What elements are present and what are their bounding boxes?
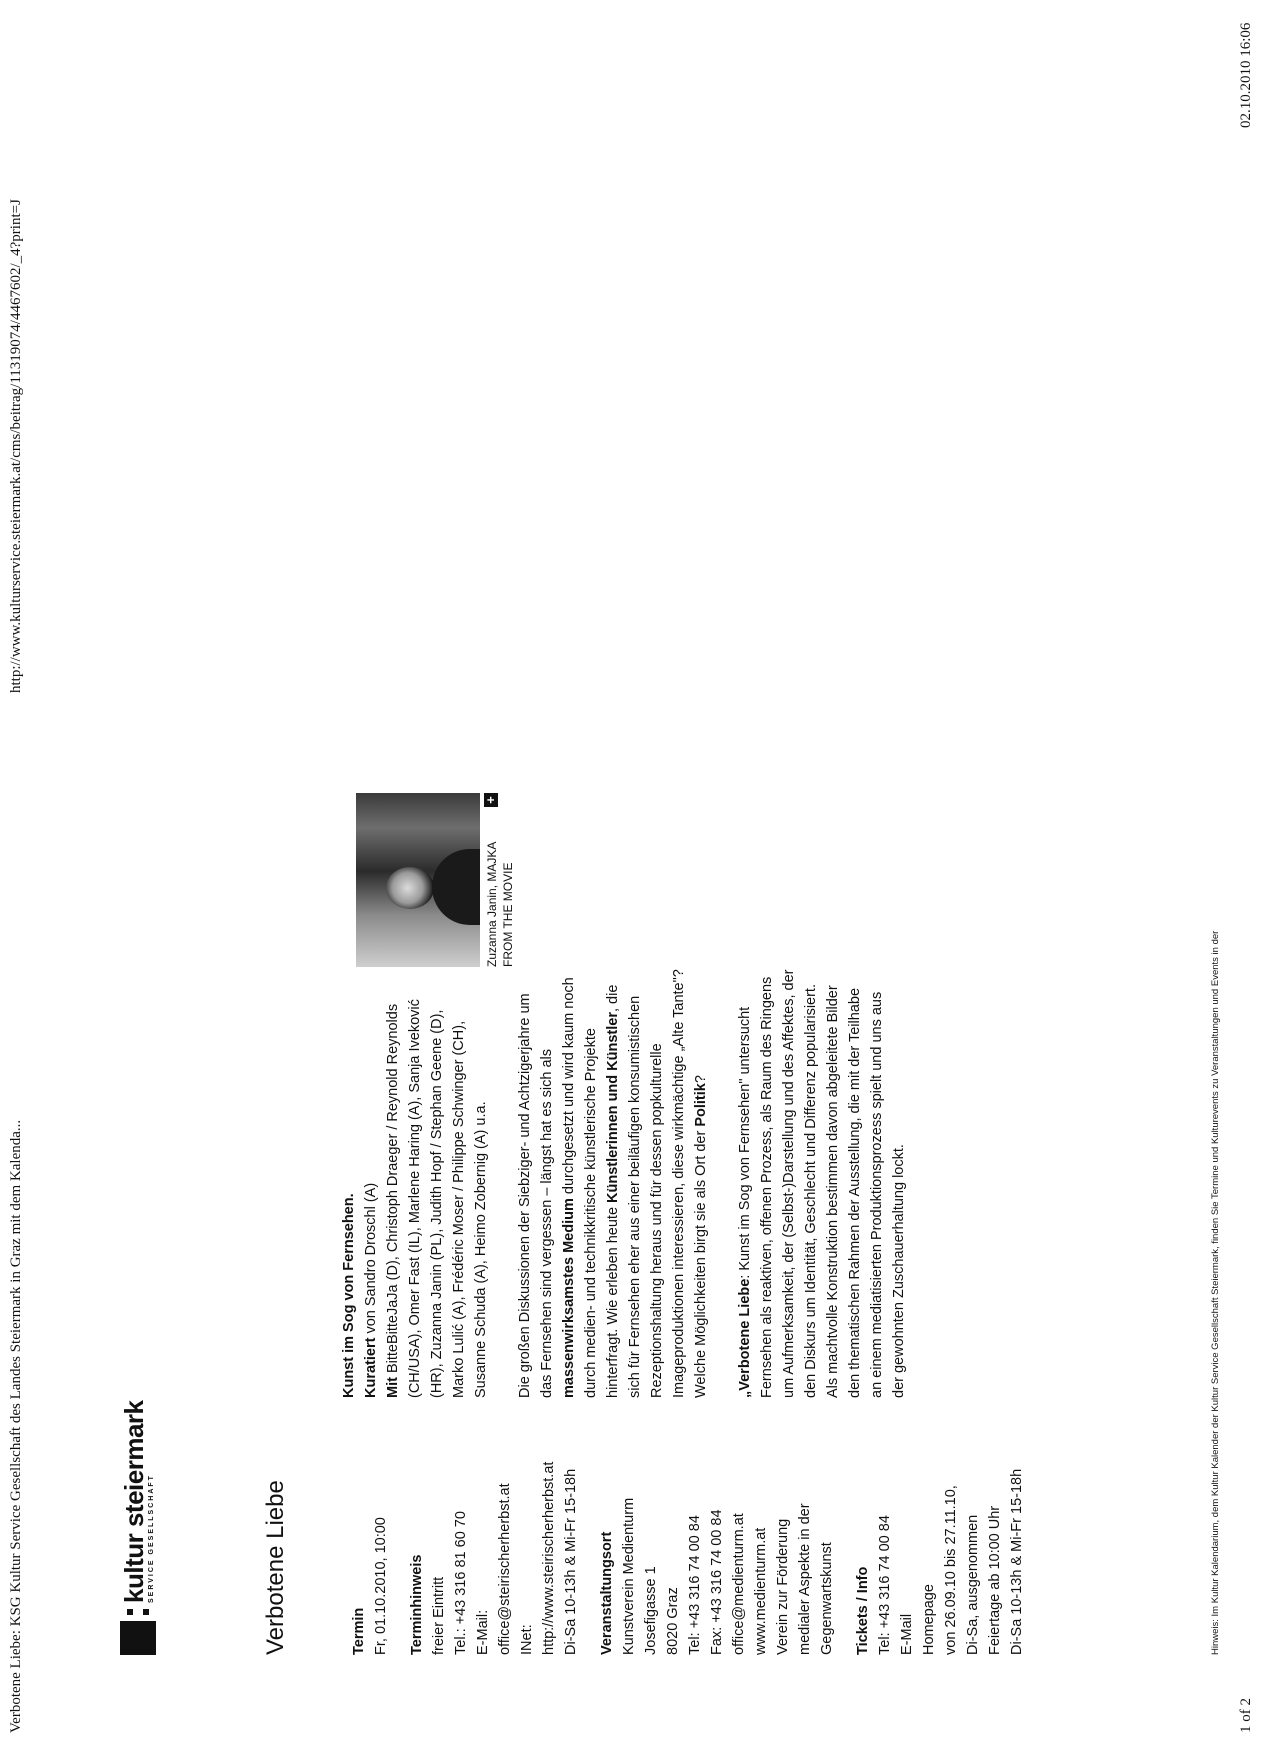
article-title: Kunst im Sog von Fernsehen. — [341, 1193, 357, 1398]
tickets-line: Feiertage ab 10:00 Uhr — [987, 1505, 1003, 1655]
artists-text: BitteBitteJaJa (D), Christoph Draeger / Reynold Reynolds (CH/USA), Omer Fast (IL), Marlene Haring (A), Sanja Iveković (HR), Zuzanna Janin (PL), Judith Hopf / Stephan Geene (D), Marko Lulić (A), Frédéric Moser / Philippe Schwinger (CH), Susanne Schuda (A), Heimo Zobernig (A) u.a. — [385, 999, 489, 1398]
terminhinweis-line: INet: — [519, 1624, 535, 1655]
figure-caption-row — [484, 793, 516, 967]
photo-portrait-shape — [386, 867, 434, 909]
logo — [120, 1401, 156, 1655]
print-header-url: http://www.kulturservice.steiermark.at/cms/beitrag/11319074/4467602/_4?print=J — [8, 199, 24, 693]
photo-portrait-shape — [432, 849, 480, 925]
venue-email-link[interactable]: office@medienturm.at — [731, 1513, 747, 1655]
tickets-email-link[interactable]: E-Mail — [899, 1613, 915, 1655]
p1-emphasis: massenwirksamstes Medium — [561, 1198, 577, 1398]
terminhinweis-line: Tel.: +43 316 81 60 70 — [453, 1511, 469, 1655]
p1-text: , die sich für Fernsehen eher aus einer beiläufigen konsumistischen Rezeptionshaltung heraus und für dessen popkulturelle Imageproduktionen interessieren, diese wirkmächtige „Alte Tante"? Welche Möglichkeiten birgt sie als Ort der — [605, 969, 709, 1398]
print-page-number: 1 of 2 — [1238, 1698, 1254, 1733]
veranstaltungsort-heading: Veranstaltungsort — [599, 1531, 615, 1655]
tickets-line: Di-Sa 10-13h & Mi-Fr 15-18h — [1009, 1468, 1025, 1655]
venue-line: Verein zur Förderung — [775, 1518, 791, 1655]
curator-label: Kuratiert — [363, 1337, 379, 1398]
logo-name: kultur steiermark — [118, 1400, 149, 1603]
event-info-sidebar — [348, 1405, 1028, 1655]
p2-text: : Kunst im Sog von Fernsehen" untersucht Fernsehen als reaktiven, offenen Prozess, als Raum des Ringens um Aufmerksamkeit, der (Selbst-)Darstellung und des Affektes, der den Diskurs um Identität, Geschlecht und Differenz popularisiert. Als machtvolle Konstruktion bestimmen davon abgeleitete Bilder den thematischen Rahmen der Ausstellung, die mit der Teilhabe an einem mediatisierten Produktionsprozess spielt und uns aus der gewohnten Zuschauerhaltung lockt. — [737, 969, 907, 1398]
page-title: Verbotene Liebe — [262, 1480, 289, 1655]
p2-emphasis: „Verbotene Liebe — [737, 1278, 753, 1398]
venue-web-link[interactable]: www.medienturm.at — [753, 1527, 769, 1655]
terminhinweis-web-link[interactable]: http://www.steirischerherbst.at — [541, 1461, 557, 1655]
tickets-heading: Tickets / Info — [855, 1566, 871, 1655]
termin-heading: Termin — [351, 1607, 367, 1655]
logo-subtitle: SERVICE GESELLSCHAFT — [147, 1474, 155, 1603]
logo-dots-icon — [127, 1609, 149, 1615]
p1-emphasis: Künstlerinnen und Künstler — [605, 1012, 621, 1203]
article-body — [338, 968, 910, 1398]
tickets-line: Tel: +43 316 74 00 84 — [877, 1515, 893, 1655]
terminhinweis-line: Di-Sa 10-13h & Mi-Fr 15-18h — [563, 1468, 579, 1655]
logo-wordmark — [118, 1400, 155, 1603]
venue-line: Tel: +43 316 74 00 84 — [687, 1515, 703, 1655]
tickets-line: Di-Sa, ausgenommen — [965, 1514, 981, 1655]
print-header-title: Verbotene Liebe: KSG Kultur Service Gesellschaft des Landes Steiermark in Graz mit dem Kalenda... — [8, 1119, 24, 1733]
artwork-figure — [356, 793, 516, 967]
tickets-homepage-link[interactable]: Homepage — [921, 1584, 937, 1655]
artwork-photo[interactable] — [356, 793, 480, 967]
terminhinweis-email-link[interactable]: office@steirischerherbst.at — [497, 1483, 513, 1655]
figure-caption: Zuzanna Janin, MAJKA FROM THE MOVIE — [485, 842, 515, 967]
termin-date: Fr, 01.10.2010, 10:00 — [373, 1517, 389, 1655]
venue-line: Gegenwartskunst — [819, 1542, 835, 1655]
terminhinweis-line: freier Eintritt — [431, 1576, 447, 1655]
artists-label: Mit — [385, 1377, 401, 1398]
p1-text: ? — [693, 1075, 709, 1084]
venue-line: Kunstverein Medienturm — [621, 1497, 637, 1655]
p1-text: Die großen Diskussionen der Siebziger- und Achtzigerjahre um das Fernsehen sind vergessen – längst hat es sich als — [517, 993, 555, 1398]
footer-note: Hinweis: Im Kultur Kalendarium, dem Kultur Kalender der Kultur Service Gesellschaft Steiermark, finden Sie Termine und Kulturevents zu Veranstaltungen und Events in der — [1210, 930, 1221, 1655]
logo-square-icon — [120, 1621, 156, 1655]
terminhinweis-heading: Terminhinweis — [409, 1554, 425, 1655]
zoom-plus-icon[interactable]: + — [484, 793, 498, 807]
venue-line: 8020 Graz — [665, 1587, 681, 1655]
p1-text: durchgesetzt und wird kaum noch durch medien- und technikkritische künstlerische Projekte hinterfragt. Wie erleben heute — [561, 977, 621, 1398]
curator-line — [360, 968, 382, 1398]
paragraph-2 — [734, 968, 910, 1398]
artists-line — [382, 968, 492, 1398]
venue-line: Fax: +43 316 74 00 84 — [709, 1509, 725, 1655]
terminhinweis-line: E-Mail: — [475, 1609, 491, 1655]
curator-text: von Sandro Droschl (A) — [363, 1182, 379, 1338]
paragraph-1 — [514, 968, 712, 1398]
venue-line: Josefigasse 1 — [643, 1566, 659, 1655]
tickets-line: von 26.09.10 bis 27.11.10, — [943, 1485, 959, 1655]
venue-line: medialer Aspekte in der — [797, 1503, 813, 1655]
p1-emphasis: Politik — [693, 1083, 709, 1127]
print-datetime: 02.10.2010 16:06 — [1238, 22, 1254, 128]
